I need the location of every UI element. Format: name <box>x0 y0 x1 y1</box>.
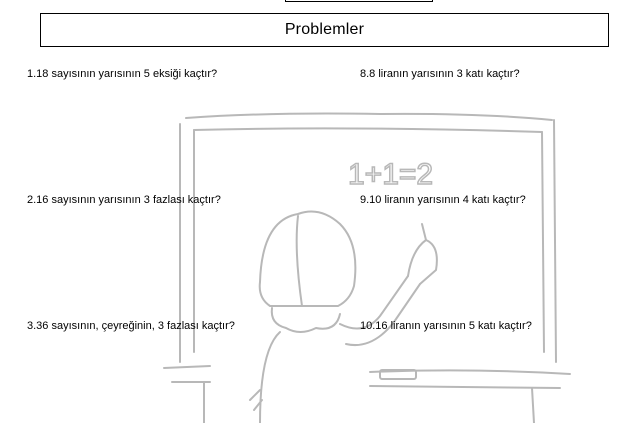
question-10: 10.16 liranın yarısının 5 katı kaçtır? <box>360 320 532 332</box>
page-title: Problemler <box>284 21 365 38</box>
question-8: 8.8 liranın yarısının 3 katı kaçtır? <box>360 68 520 80</box>
question-2: 2.16 sayısının yarısının 3 fazlası kaçtır? <box>27 194 221 206</box>
teacher-blackboard-illustration <box>150 100 590 423</box>
question-3: 3.36 sayısının, çeyreğinin, 3 fazlası kaçtır? <box>27 320 235 332</box>
board-equation: 1+1=2 <box>348 158 434 191</box>
top-decorative-box <box>285 0 433 2</box>
question-1: 1.18 sayısının yarısının 5 eksiği kaçtır? <box>27 68 218 80</box>
title-box <box>40 13 609 47</box>
question-9: 9.10 liranın yarısının 4 katı kaçtır? <box>360 194 526 206</box>
